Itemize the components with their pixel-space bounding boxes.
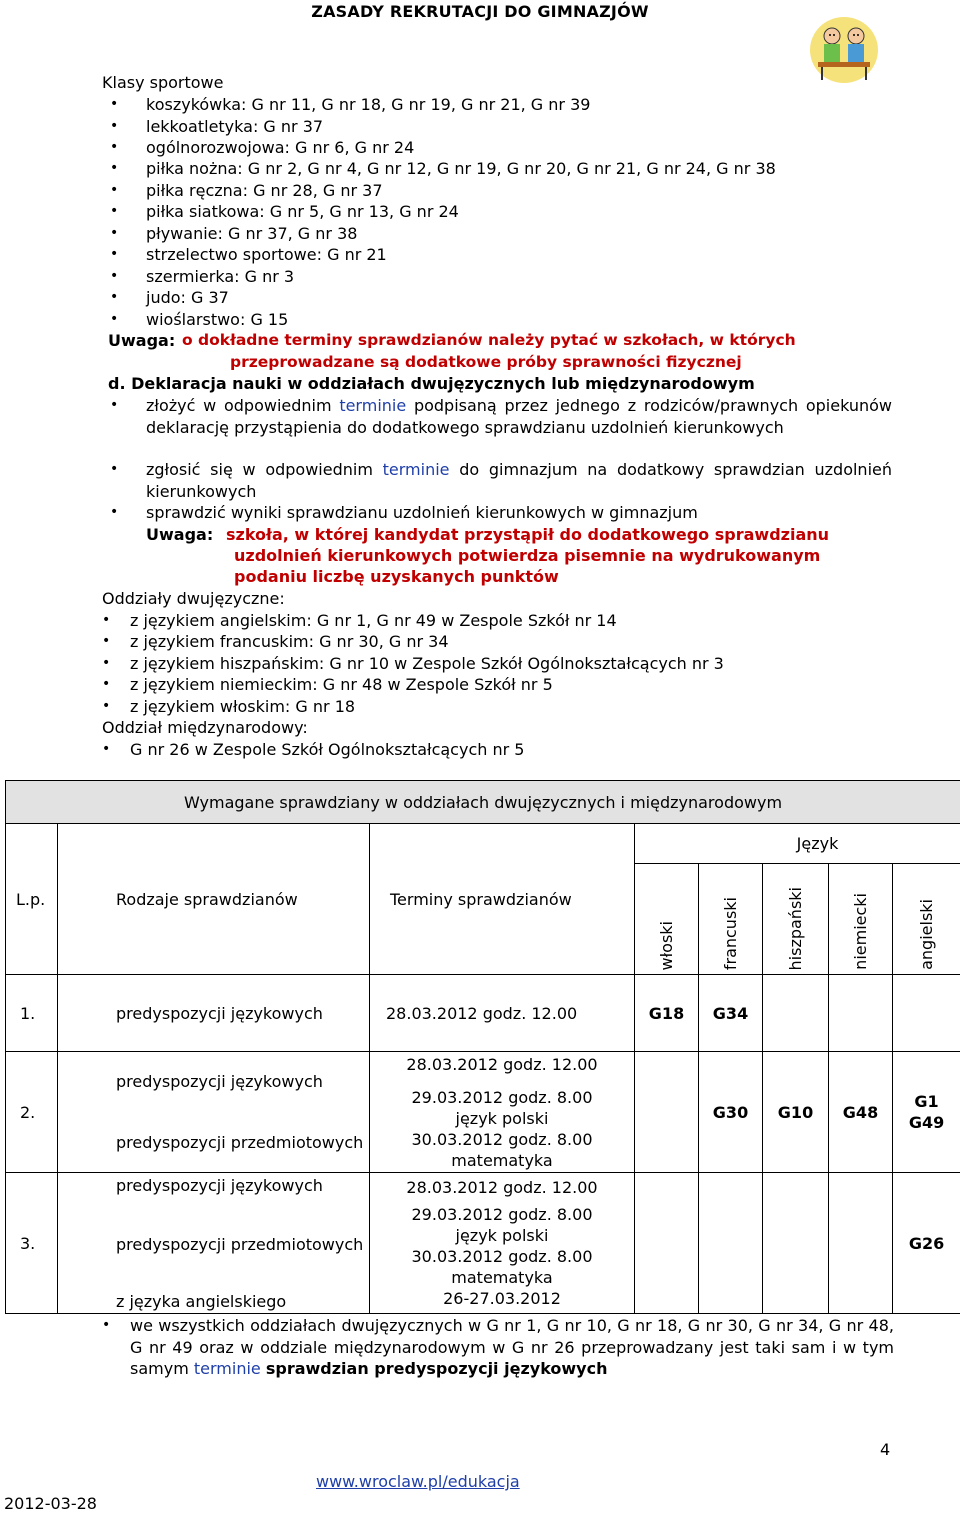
bullet-icon: • [110,289,119,305]
footer-date: 2012-03-28 [4,1494,97,1513]
sport-note-line2: przeprowadzane są dodatkowe próby sprawności fizycznej [230,353,742,371]
closing-note: we wszystkich oddziałach dwujęzycznych w G nr 1, G nr 10, G nr 18, G nr 30, G nr 34, G nr 48, G nr 49 oraz w oddziale międzynarodowym w G nr 26 przeprowadzany jest taki sam i w tym samym terminie sprawdzian predyspozycji językowych [130,1316,894,1378]
list-item: z językiem francuskim: G nr 30, G nr 34 [130,632,449,651]
footer-link[interactable]: www.wroclaw.pl/edukacja [316,1472,520,1491]
table-row: 1. predyspozycji językowych 28.03.2012 godz. 12.00 G18 G34 [6,975,960,1052]
section-d-note-line1: szkoła, w której kandydat przystąpił do dodatkowego sprawdzianu [226,525,830,544]
lang-col-italian: włoski [635,864,699,975]
bilingual-heading: Oddziały dwujęzyczne: [102,589,285,608]
section-d-item-register: zgłosić się w odpowiednim terminie do gimnazjum na dodatkowy sprawdzian uzdolnień kierunkowych [146,460,892,501]
list-item: piłka nożna: G nr 2, G nr 4, G nr 12, G nr 19, G nr 20, G nr 21, G nr 24, G nr 38 [146,159,776,178]
list-item: koszykówka: G nr 11, G nr 18, G nr 19, G nr 21, G nr 39 [146,95,591,114]
bullet-icon: • [102,633,111,649]
bullet-icon: • [102,698,111,714]
bullet-icon: • [102,655,111,671]
sport-note-line1: o dokładne terminy sprawdzianów należy pytać w szkołach, w których [182,331,796,349]
page-header-title: ZASADY REKRUTACJI DO GIMNAZJÓW [311,2,649,21]
section-d-item-results: sprawdzić wyniki sprawdzianu uzdolnień kierunkowych w gimnazjum [146,503,698,522]
list-item: z językiem włoskim: G nr 18 [130,697,356,716]
list-item: piłka siatkowa: G nr 5, G nr 13, G nr 24 [146,202,459,221]
bullet-icon: • [110,397,119,413]
bullet-icon: • [110,504,119,520]
table-title-row [6,781,960,824]
bullet-icon: • [110,96,119,112]
list-item: szermierka: G nr 3 [146,267,295,286]
sport-note-label: Uwaga: [108,331,176,350]
lang-col-german: niemiecki [829,864,893,975]
lang-col-spanish: hiszpański [763,864,829,975]
bullet-icon: • [110,203,119,219]
term-link[interactable]: terminie [339,396,407,415]
col-dates-header: Terminy sprawdzianów [370,824,635,975]
list-item: wioślarstwo: G 15 [146,310,289,329]
page-number: 4 [880,1440,891,1459]
list-item: z językiem niemieckim: G nr 48 w Zespole Szkół nr 5 [130,675,553,694]
kids-logo-icon [808,14,880,86]
bullet-icon: • [110,160,119,176]
list-item: lekkoatletyka: G nr 37 [146,117,324,136]
section-d-item-declaration: złożyć w odpowiednim terminie podpisaną przez jednego z rodziców/prawnych opiekunów deklarację przystąpienia do dodatkowego sprawdzianu uzdolnień kierunkowych [146,396,892,437]
bullet-icon: • [110,311,119,327]
bullet-icon: • [110,225,119,241]
list-item: piłka ręczna: G nr 28, G nr 37 [146,181,383,200]
bullet-icon: • [110,268,119,284]
term-link[interactable]: terminie [193,1359,261,1378]
bullet-icon: • [102,676,111,692]
lang-header: Język [635,824,960,864]
bullet-icon: • [110,139,119,155]
list-item: z językiem hiszpańskim: G nr 10 w Zespole Szkół Ogólnokształcących nr 3 [130,654,724,673]
international-heading: Oddział międzynarodowy: [102,718,308,737]
bullet-icon: • [102,741,111,757]
bullet-icon: • [102,612,111,628]
list-item: ogólnorozwojowa: G nr 6, G nr 24 [146,138,415,157]
bullet-icon: • [102,1317,111,1333]
section-d-heading: d. Deklaracja nauki w oddziałach dwujęzycznych lub międzynarodowym [108,374,755,393]
term-link[interactable]: terminie [382,460,450,479]
lang-col-french: francuski [699,864,763,975]
table-title: Wymagane sprawdziany w oddziałach dwujęzycznych i międzynarodowym [6,781,960,824]
list-item: strzelectwo sportowe: G nr 21 [146,245,387,264]
bullet-icon: • [110,182,119,198]
section-d-note-line2: uzdolnień kierunkowych potwierdza pisemnie na wydrukowanym [234,546,821,565]
bullet-icon: • [110,461,119,477]
list-item: judo: G 37 [146,288,229,307]
col-type-header: Rodzaje sprawdzianów [58,824,370,975]
bullet-icon: • [110,118,119,134]
list-item: G nr 26 w Zespole Szkół Ogólnokształcących nr 5 [130,740,525,759]
table-lang-header-row [6,824,960,864]
bullet-icon: • [110,246,119,262]
lang-col-english: angielski [893,864,960,975]
list-item: z językiem angielskim: G nr 1, G nr 49 w Zespole Szkół nr 14 [130,611,617,630]
sport-heading: Klasy sportowe [102,73,224,92]
list-item: pływanie: G nr 37, G nr 38 [146,224,358,243]
section-d-note-label: Uwaga: [146,525,214,544]
section-d-note-line3: podaniu liczbę uzyskanych punktów [234,567,559,586]
exam-table [5,780,960,1314]
col-lp-header: L.p. [6,824,58,975]
table-row: 2. predyspozycji językowych predyspozycji przedmiotowych 28.03.2012 godz. 12.00 29.03.2012 godz. 8.00 język polski 30.03.2012 godz. 8.00 matematyka G30 G10 G48 G1 G49 [6,1052,960,1173]
table-row: 3. predyspozycji językowych predyspozycji przedmiotowych z języka angielskiego 28.03.2012 godz. 12.00 29.03.2012 godz. 8.00 język polski 30.03.2012 godz. 8.00 matematyka 26-27.03.2012 G26 [6,1173,960,1314]
